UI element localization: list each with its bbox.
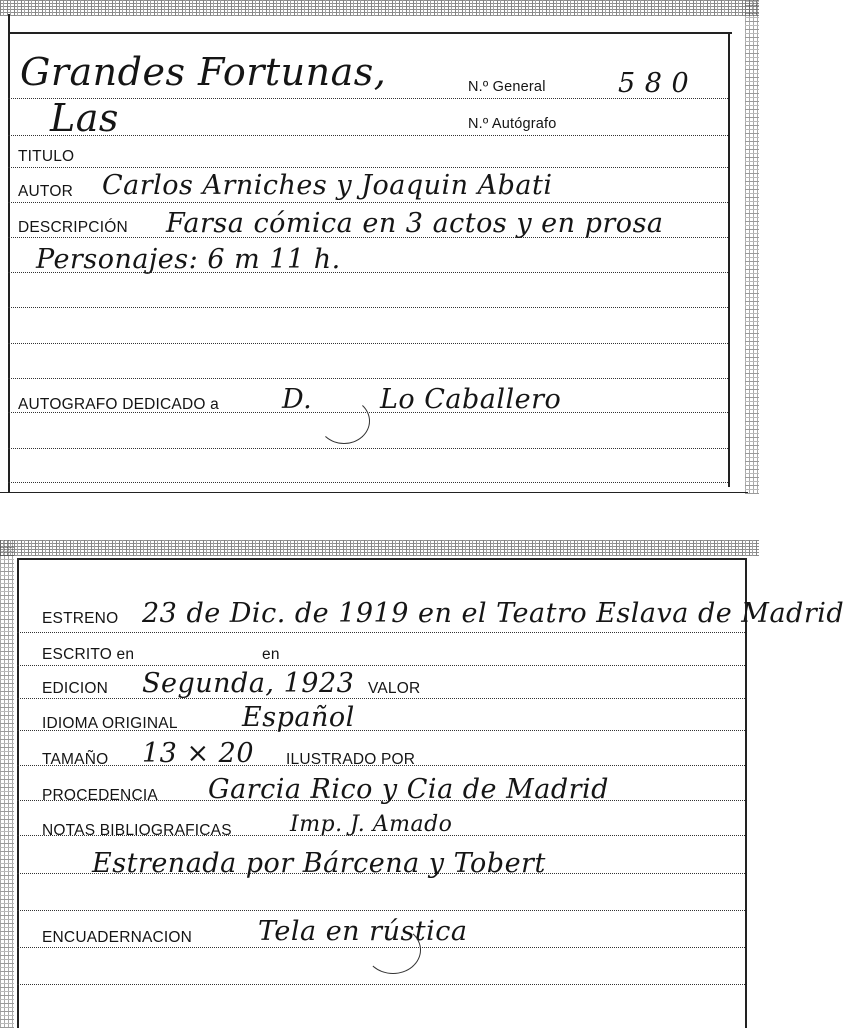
- idioma-label: IDIOMA ORIGINAL: [42, 715, 178, 732]
- catalog-card-front: [0, 0, 759, 494]
- valor-label: VALOR: [368, 680, 421, 697]
- descripcion-value: Farsa cómica en 3 actos y en prosa: [166, 208, 664, 239]
- scan-edge-left: [0, 540, 14, 1028]
- scan-edge-right: [745, 0, 759, 494]
- scan-edge-top: [0, 0, 759, 16]
- notas-value-estreno: Estrenada por Bárcena y Tobert: [92, 848, 546, 879]
- autografo-value: Lo Caballero: [380, 384, 562, 415]
- autografo-label: AUTOGRAFO DEDICADO a: [18, 396, 219, 413]
- notas-value-imprenta: Imp. J. Amado: [290, 812, 453, 837]
- card-left-border: [8, 14, 10, 492]
- n-general-label: N.º General: [468, 79, 546, 95]
- edicion-value: Segunda, 1923: [142, 668, 355, 699]
- estreno-label: ESTRENO: [42, 610, 119, 627]
- ilustrado-label: ILUSTRADO POR: [286, 751, 416, 768]
- rule-line: [8, 167, 728, 168]
- card-top-border: [8, 32, 732, 34]
- titulo-label: TITULO: [18, 148, 75, 165]
- rule-line: [8, 307, 728, 308]
- title-handwritten: Grandes Fortunas,: [20, 50, 387, 94]
- rule-line: [8, 448, 728, 449]
- rule-line: [8, 343, 728, 344]
- card-top-border: [17, 558, 747, 560]
- title-article-handwritten: Las: [50, 96, 119, 140]
- tamano-label: TAMAÑO: [42, 751, 109, 768]
- rule-line: [17, 910, 745, 911]
- escrito-label: ESCRITO en: [42, 646, 135, 663]
- autor-label: AUTOR: [18, 183, 73, 200]
- rule-line: [8, 378, 728, 379]
- card-right-border: [728, 32, 730, 487]
- autor-value: Carlos Arniches y Joaquin Abati: [102, 170, 553, 201]
- card-bottom-border: [0, 492, 748, 493]
- edicion-label: EDICION: [42, 680, 108, 697]
- rule-line: [17, 984, 745, 985]
- rule-line: [17, 632, 745, 633]
- rule-line: [8, 202, 728, 203]
- card-left-border: [17, 558, 19, 1028]
- rule-line: [17, 698, 745, 699]
- rule-line: [8, 482, 728, 483]
- encuadernacion-value: Tela en rústica: [258, 916, 468, 947]
- escrito-en-label: en: [262, 646, 280, 663]
- rule-line: [17, 665, 745, 666]
- punch-hole-mark: [365, 926, 421, 974]
- tamano-value: 13 × 20: [142, 738, 255, 769]
- estreno-value: 23 de Dic. de 1919 en el Teatro Eslava de Madrid: [142, 598, 844, 629]
- scan-edge-top: [0, 540, 759, 556]
- idioma-value: Español: [242, 702, 355, 733]
- notas-label: NOTAS BIBLIOGRAFICAS: [42, 822, 232, 839]
- personajes-value: Personajes: 6 m 11 h.: [36, 244, 341, 275]
- n-autografo-label: N.º Autógrafo: [468, 116, 557, 132]
- procedencia-value: Garcia Rico y Cia de Madrid: [208, 774, 609, 805]
- n-general-value: 5 8 0: [618, 68, 690, 99]
- procedencia-label: PROCEDENCIA: [42, 787, 158, 804]
- encuadernacion-label: ENCUADERNACION: [42, 929, 193, 946]
- autografo-value-prefix: D.: [282, 384, 313, 415]
- catalog-card-back: [0, 540, 844, 1028]
- punch-hole-mark: [318, 398, 370, 444]
- descripcion-label: DESCRIPCIÓN: [18, 219, 128, 236]
